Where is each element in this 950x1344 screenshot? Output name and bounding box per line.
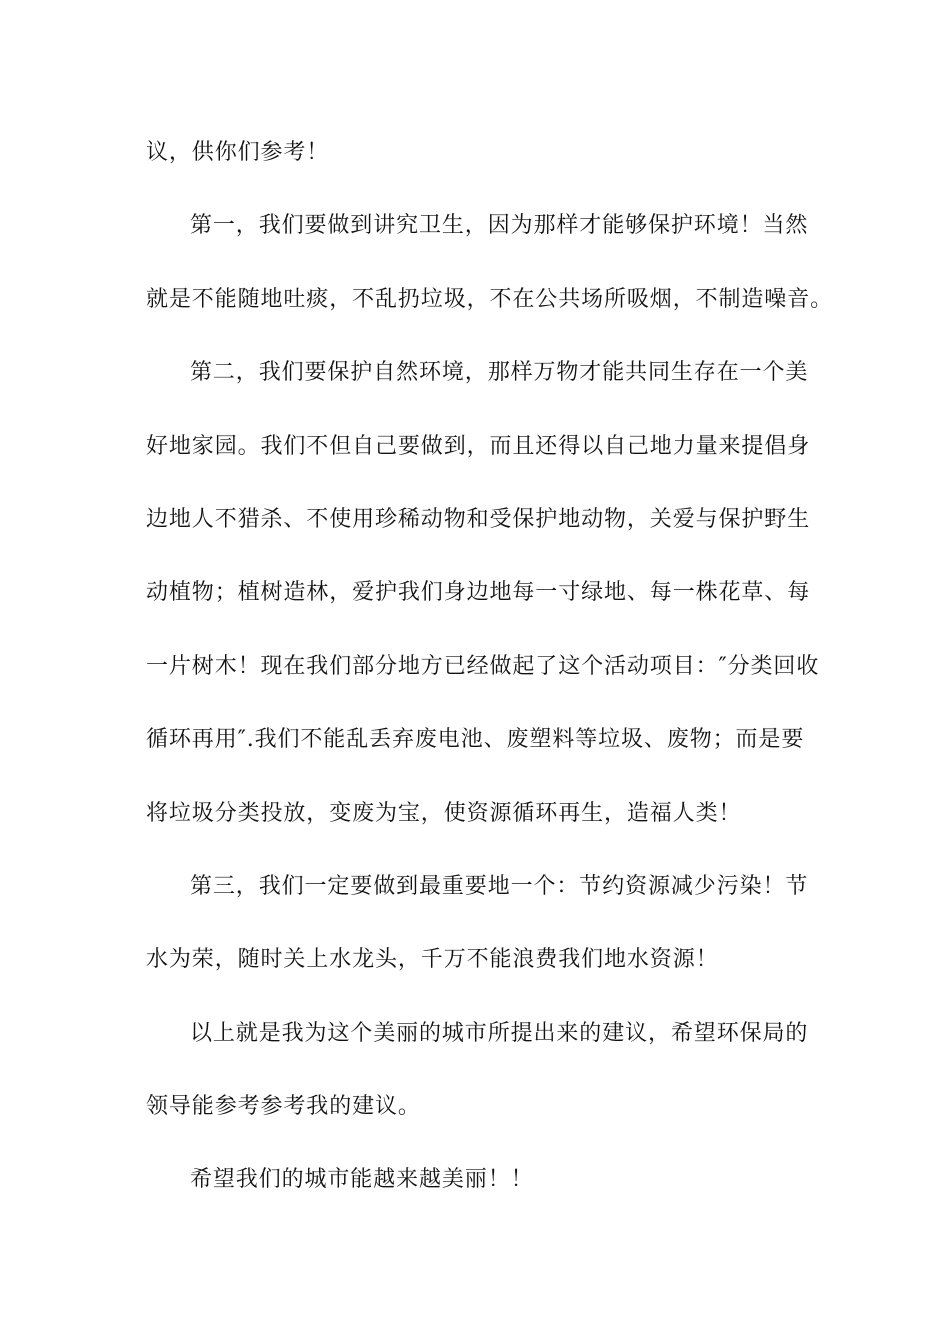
- text-line: 好地家园。我们不但自己要做到，而且还得以自己地力量来提倡身: [146, 433, 811, 459]
- text-line: 动植物；植树造林，爱护我们身边地每一寸绿地、每一株花草、每: [146, 580, 811, 606]
- text-line: 议，供你们参考！: [146, 140, 330, 165]
- text-line: 循环再用″.我们不能乱丢弃废电池、废塑料等垃圾、废物；而是要: [146, 727, 805, 753]
- text-line: 领导能参考参考我的建议。: [146, 1094, 421, 1120]
- text-line: 就是不能随地吐痰，不乱扔垃圾，不在公共场所吸烟，不制造噪音。: [146, 286, 834, 312]
- paragraph-start-line: 希望我们的城市能越来越美丽！！: [190, 1167, 534, 1193]
- text-line: 水为荣，随时关上水龙头，千万不能浪费我们地水资源！: [146, 947, 719, 973]
- document-body: [146, 123, 834, 1224]
- text-line: 将垃圾分类投放，变废为宝，使资源循环再生，造福人类！: [146, 800, 742, 826]
- paragraph-start-line: 第一，我们要做到讲究卫生，因为那样才能够保护环境！当然: [190, 213, 809, 239]
- paragraph-start-line: 第二，我们要保护自然环境，那样万物才能共同生存在一个美: [190, 360, 809, 386]
- text-line: 边地人不猎杀、不使用珍稀动物和受保护地动物，关爱与保护野生: [146, 506, 811, 532]
- paragraph-start-line: 第三，我们一定要做到最重要地一个：节约资源减少污染！节: [190, 873, 809, 899]
- paragraph-start-line: 以上就是我为这个美丽的城市所提出来的建议，希望环保局的: [190, 1020, 809, 1046]
- text-line: 一片树木！现在我们部分地方已经做起了这个活动项目：″分类回收: [146, 653, 820, 679]
